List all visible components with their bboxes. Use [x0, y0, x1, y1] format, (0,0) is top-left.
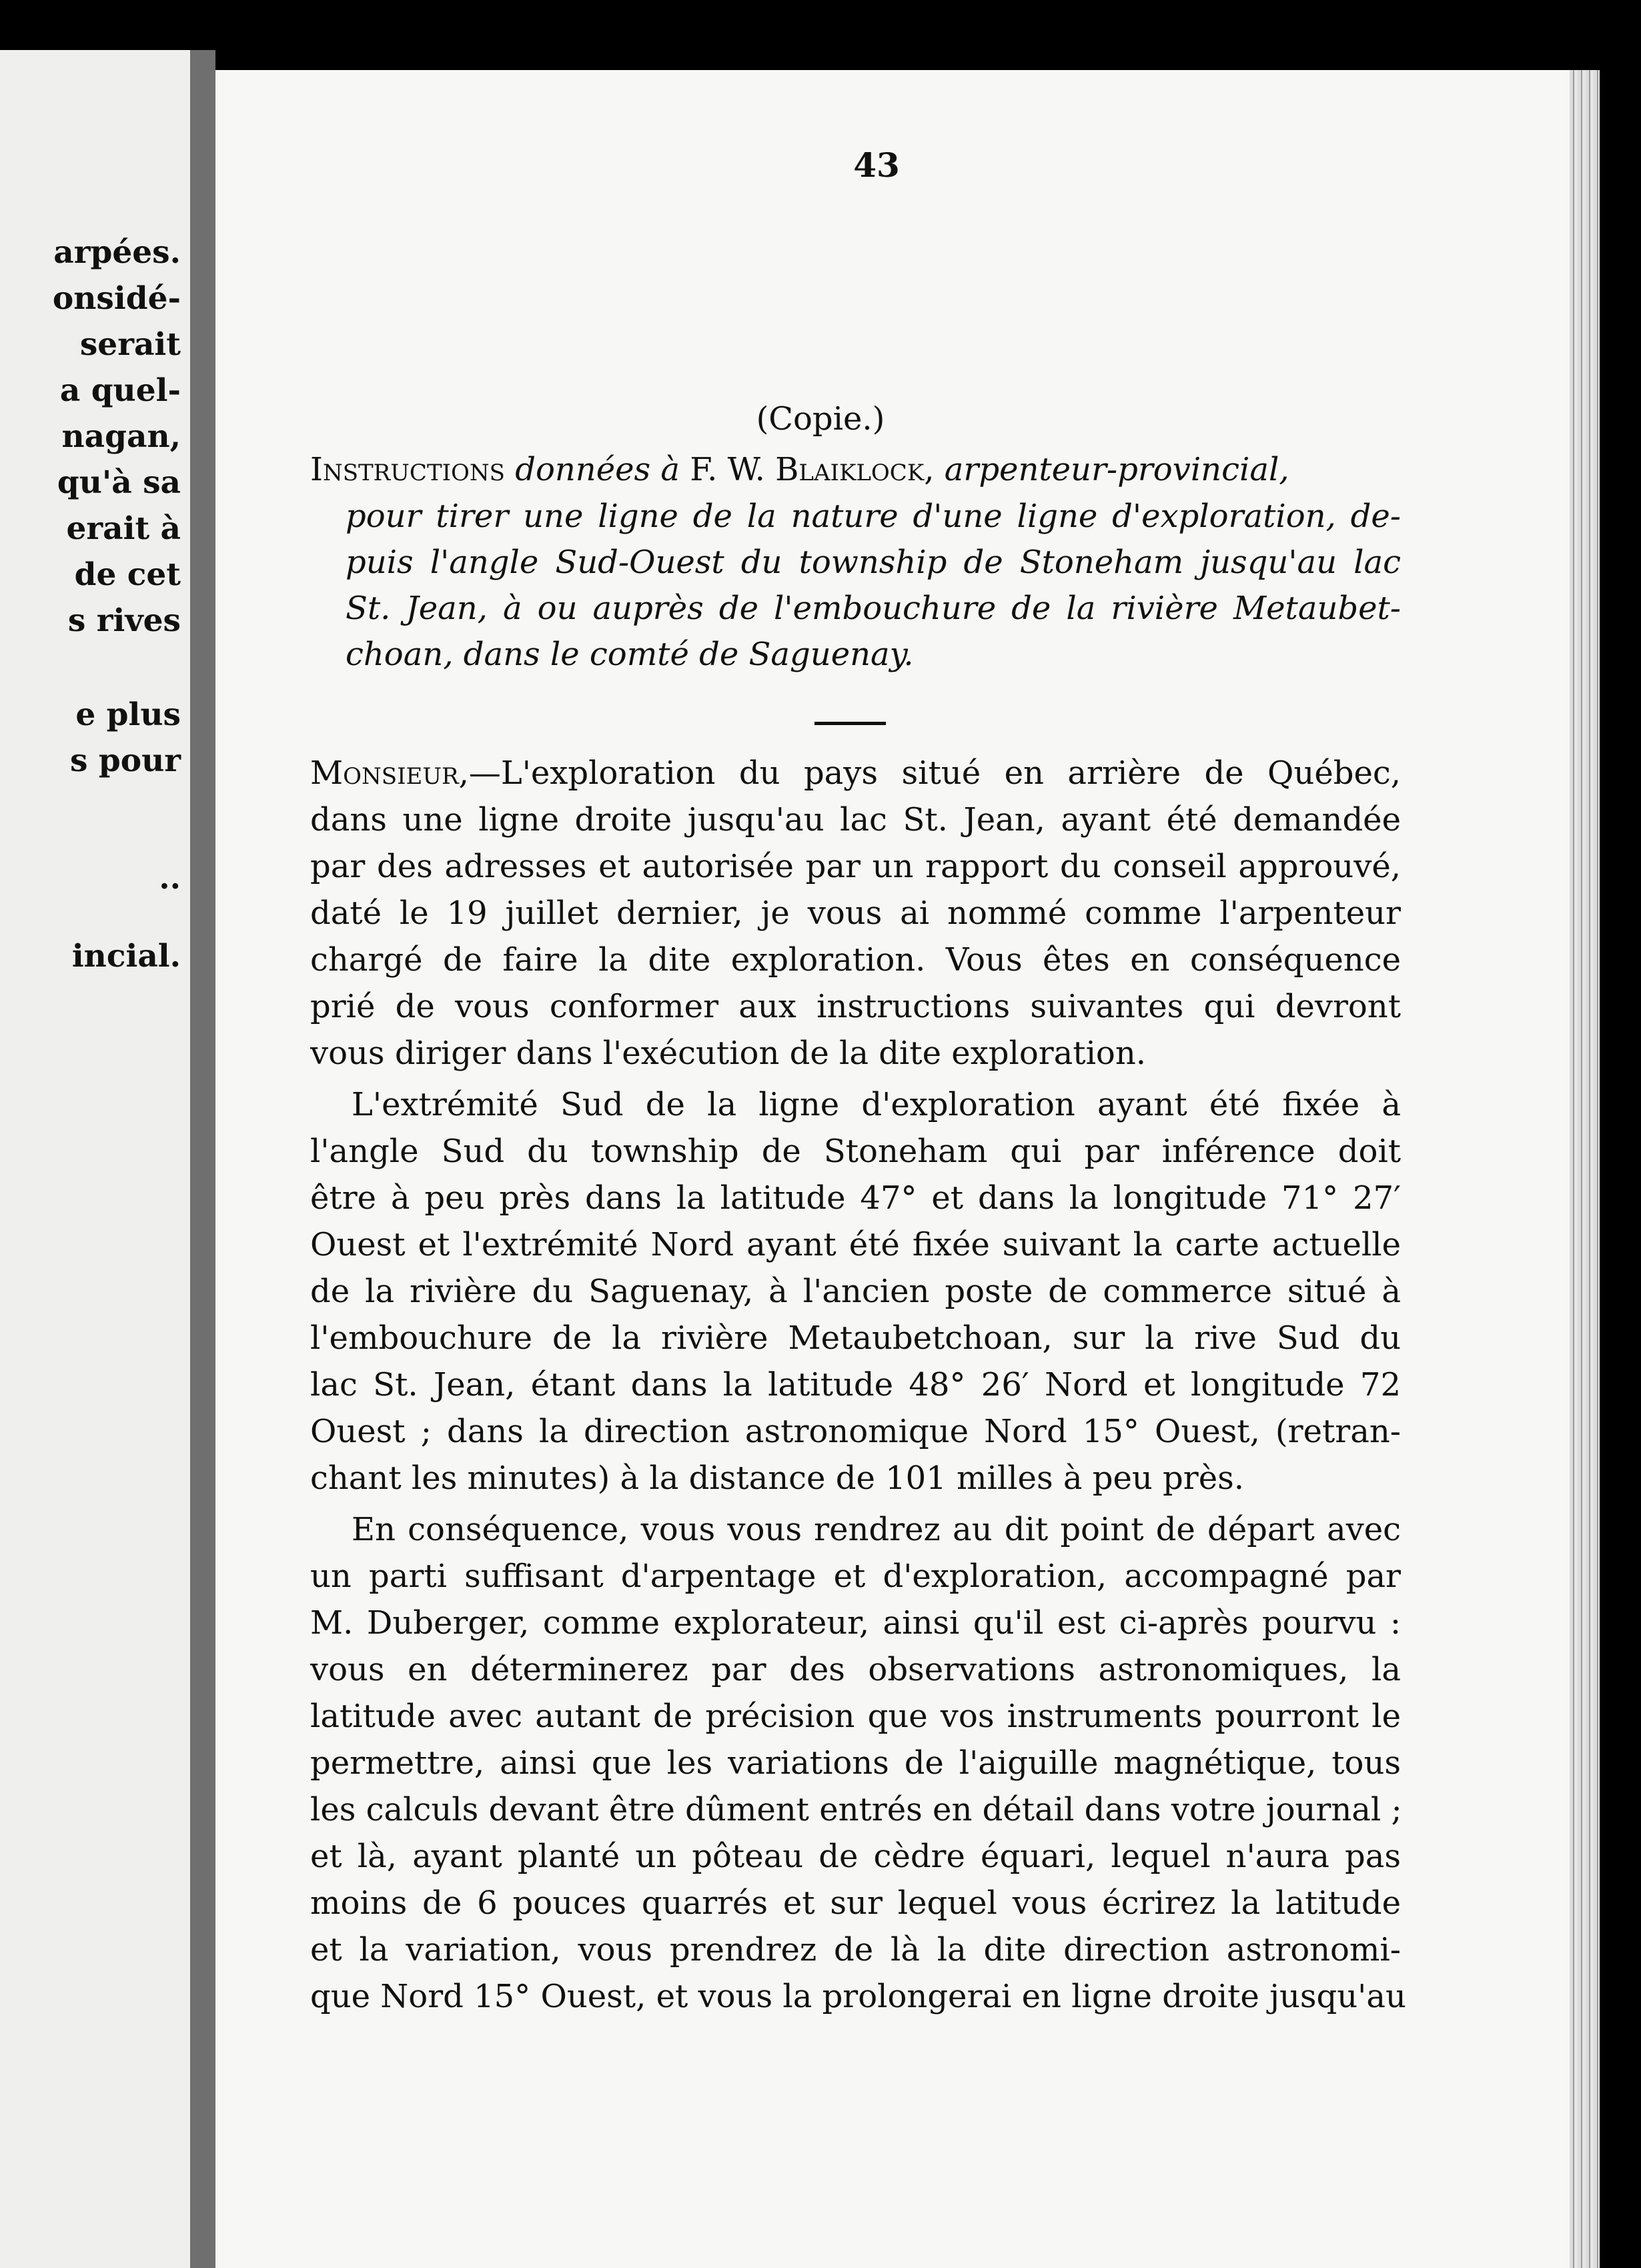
salutation: Monsieur, [310, 754, 469, 792]
section-rule [814, 722, 886, 725]
paragraph-line: M. Duberger, comme explorateur, ainsi qu'il est ci-après pourvu : [310, 1604, 1401, 1642]
paragraph-line: de la rivière du Saguenay, à l'ancien poste de commerce situé à [310, 1273, 1401, 1310]
paragraph-line: et la variation, vous prendrez de là la dite direction astronomi- [310, 1931, 1401, 1968]
paragraph-line: latitude avec autant de précision que vos instruments pourront le [310, 1698, 1401, 1735]
instructions-first-line [310, 451, 1289, 488]
paragraph-line: permettre, ainsi que les variations de l'aiguille magnétique, tous [310, 1744, 1401, 1782]
paragraph-line: un parti suffisant d'arpentage et d'exploration, accompagné par [310, 1558, 1401, 1595]
paragraph-line: par des adresses et autorisée par un rapport du conseil approuvé, [310, 848, 1401, 885]
paragraph-line: chant les minutes) à la distance de 101 milles à peu près. [310, 1460, 1244, 1497]
paragraph-line: et là, ayant planté un pôteau de cèdre équari, lequel n'aura pas [310, 1838, 1401, 1875]
left-page-fragment: onsidé- [52, 280, 181, 317]
left-page-fragment: serait [79, 326, 181, 363]
left-page-fragment: erait à [66, 510, 181, 547]
paragraph-text: —L'exploration du pays situé en arrière de Québec, [468, 754, 1401, 792]
page-number: 43 [853, 145, 900, 185]
paragraph-line: Ouest et l'extrémité Nord ayant été fixée suivant la carte actuelle [310, 1226, 1401, 1263]
paragraph-line: L'extrémité Sud de la ligne d'exploration ayant été fixée à [352, 1086, 1401, 1123]
left-page-fragment: .. [159, 860, 181, 897]
instructions-label: Instructions [310, 451, 505, 488]
instructions-line: St. Jean, à ou auprès de l'embouchure de la rivière Metaubet- [346, 590, 1401, 627]
paragraph-line: les calculs devant être dûment entrés en détail dans votre journal ; [310, 1791, 1402, 1828]
left-page-fragment: incial. [71, 938, 181, 975]
instructions-line: puis l'angle Sud-Ouest du township de Stoneham jusqu'au lac [346, 544, 1401, 581]
left-page-fragment: arpées. [53, 234, 181, 271]
left-page-fragment: nagan, [61, 418, 181, 455]
paragraph-line: l'angle Sud du township de Stoneham qui par inférence doit [310, 1133, 1401, 1170]
page-gutter [190, 50, 215, 2268]
surveyor-name: Blaiklock, [775, 451, 935, 488]
left-page-fragment: a quel- [59, 372, 181, 409]
left-page-fragment: s rives [67, 602, 181, 639]
left-page-fragment: s pour [70, 742, 181, 779]
copy-heading: (Copie.) [756, 400, 885, 438]
paragraph-line: moins de 6 pouces quarrés et sur lequel vous écrirez la latitude [310, 1884, 1401, 1922]
surveyor-initials: F. W. [690, 451, 765, 488]
paragraph-line: dans une ligne droite jusqu'au lac St. Jean, ayant été demandée [310, 801, 1401, 838]
paragraph-line: vous en déterminerez par des observations astronomiques, la [310, 1651, 1401, 1688]
left-page-fragment: qu'à sa [57, 464, 181, 501]
paragraph-line: prié de vous conformer aux instructions suivantes qui devront [310, 988, 1401, 1025]
instructions-line: choan, dans le comté de Saguenay. [346, 636, 914, 673]
paragraph-line: l'embouchure de la rivière Metaubetchoan, sur la rive Sud du [310, 1319, 1401, 1357]
paragraph-line: daté le 19 juillet dernier, je vous ai nommé comme l'arpenteur [310, 895, 1401, 932]
surveyor-title: arpenteur-provincial, [944, 451, 1289, 488]
paragraph-line [310, 754, 1401, 792]
left-facing-page [0, 50, 190, 2268]
paragraph-line: être à peu près dans la latitude 47° et dans la longitude 71° 27′ [310, 1179, 1401, 1217]
left-page-fragment: e plus [75, 696, 181, 733]
instructions-text: données à [515, 451, 680, 488]
left-page-fragment: de cet [74, 556, 181, 593]
paragraph-line: En conséquence, vous vous rendrez au dit point de départ avec [352, 1511, 1401, 1548]
instructions-line: pour tirer une ligne de la nature d'une ligne d'exploration, de- [346, 498, 1401, 535]
paragraph-line: vous diriger dans l'exécution de la dite exploration. [310, 1035, 1146, 1072]
paragraph-line: chargé de faire la dite exploration. Vous êtes en conséquence [310, 941, 1401, 979]
paragraph-line: que Nord 15° Ouest, et vous la prolongerai en ligne droite jusqu'au [310, 1978, 1406, 2015]
paragraph-line: Ouest ; dans la direction astronomique Nord 15° Ouest, (retran- [310, 1413, 1401, 1450]
paragraph-line: lac St. Jean, étant dans la latitude 48° 26′ Nord et longitude 72 [310, 1366, 1401, 1403]
